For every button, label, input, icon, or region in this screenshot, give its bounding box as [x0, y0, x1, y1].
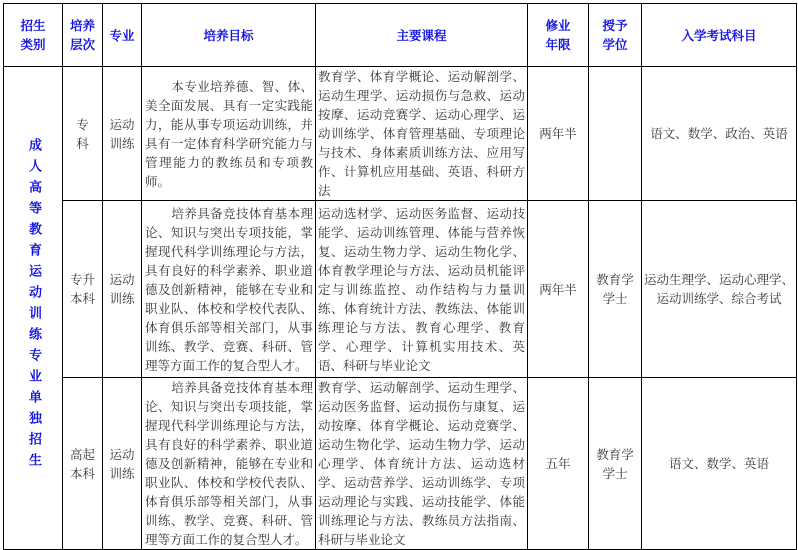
- goal-cell: 培养具备竞技体育基本理论、知识与突出专项技能，掌握现代科学训练理论与方法，具有良好的科学素养、职业道德及创新精神，能够在专业和职业队、体校和学校代表队、体育俱乐部等相关部门，从事训练、教学、竞赛、科研、管理等方面工作的复合型人才。: [142, 201, 316, 378]
- exam-cell: 运动生理学、运动心理学、运动训练学、综合考试: [642, 201, 797, 378]
- header-goal: 培养目标: [142, 4, 316, 67]
- courses-cell: 教育学、运动解剖学、运动生理学、运动医务监督、运动损伤与康复、运动按摩、体育学概论、运动竞赛学、运动生物化学、运动生物力学、运动心理学、体育统计方法、运动选材学、运动营养学、运动训练学、专项运动理论与实践、运动技能学、体能训练理论与方法、教练员方法指南、科研与毕业论文: [316, 378, 528, 550]
- goal-cell: 培养具备竞技体育基本理论、知识与突出专项技能，掌握现代科学训练理论与方法，具有良好的科学素养、职业道德及创新精神，能够在专业和职业队、体校和学校代表队、体育俱乐部等相关部门，从事训练、教学、竞赛、科研、管理等方面工作的复合型人才。: [142, 378, 316, 550]
- exam-cell: 语文、数学、英语: [642, 378, 797, 550]
- level-cell: 专升 本科: [63, 201, 103, 378]
- goal-cell: 本专业培养德、智、体、美全面发展、具有一定实践能力，能从事专项运动训练，并具有一定体育科学研究能力与管理能力的教练员和专项教师。: [142, 67, 316, 201]
- header-row: [4, 4, 797, 67]
- duration-cell: 五年: [528, 378, 589, 550]
- duration-cell: 两年半: [528, 67, 589, 201]
- major-cell: 运动 训练: [103, 67, 142, 201]
- header-major: 专业: [103, 4, 142, 67]
- header-category: 招生 类别: [4, 4, 63, 67]
- header-duration: 修业 年限: [528, 4, 589, 67]
- table-row: [4, 378, 797, 550]
- header-level: 培养 层次: [63, 4, 103, 67]
- level-cell: 专 科: [63, 67, 103, 201]
- category-label: 成人高等教育运动训练专业单独招生: [26, 137, 41, 474]
- header-exam: 入学考试科目: [642, 4, 797, 67]
- header-courses: 主要课程: [316, 4, 528, 67]
- exam-cell: 语文、数学、政治、英语: [642, 67, 797, 201]
- category-cell: [4, 67, 63, 550]
- table-row: [4, 201, 797, 378]
- major-cell: 运动 训练: [103, 201, 142, 378]
- degree-cell: 教育学 学士: [589, 201, 642, 378]
- table-row: [4, 67, 797, 201]
- courses-cell: 教育学、体育学概论、运动解剖学、运动生理学、运动损伤与急救、运动按摩、运动竞赛学、运动心理学、运动训练学、体育管理基础、专项理论与技术、身体素质训练方法、应用写作、计算机应用基础、英语、科研方法: [316, 67, 528, 201]
- major-cell: 运动 训练: [103, 378, 142, 550]
- level-cell: 高起 本科: [63, 378, 103, 550]
- degree-cell: [589, 67, 642, 201]
- header-degree: 授予 学位: [589, 4, 642, 67]
- duration-cell: 两年半: [528, 201, 589, 378]
- courses-cell: 运动选材学、运动医务监督、运动技能学、运动训练管理、体能与营养恢复、运动生物力学、运动生物化学、体育教学理论与方法、运动员机能评定与训练监控、动作结构与力量训练、体育统计方法、教练法、体能训练理论与方法、教育心理学、教育学、心理学、计算机实用技术、英语、科研与毕业论文: [316, 201, 528, 378]
- degree-cell: 教育学 学士: [589, 378, 642, 550]
- enrollment-table: [3, 3, 797, 550]
